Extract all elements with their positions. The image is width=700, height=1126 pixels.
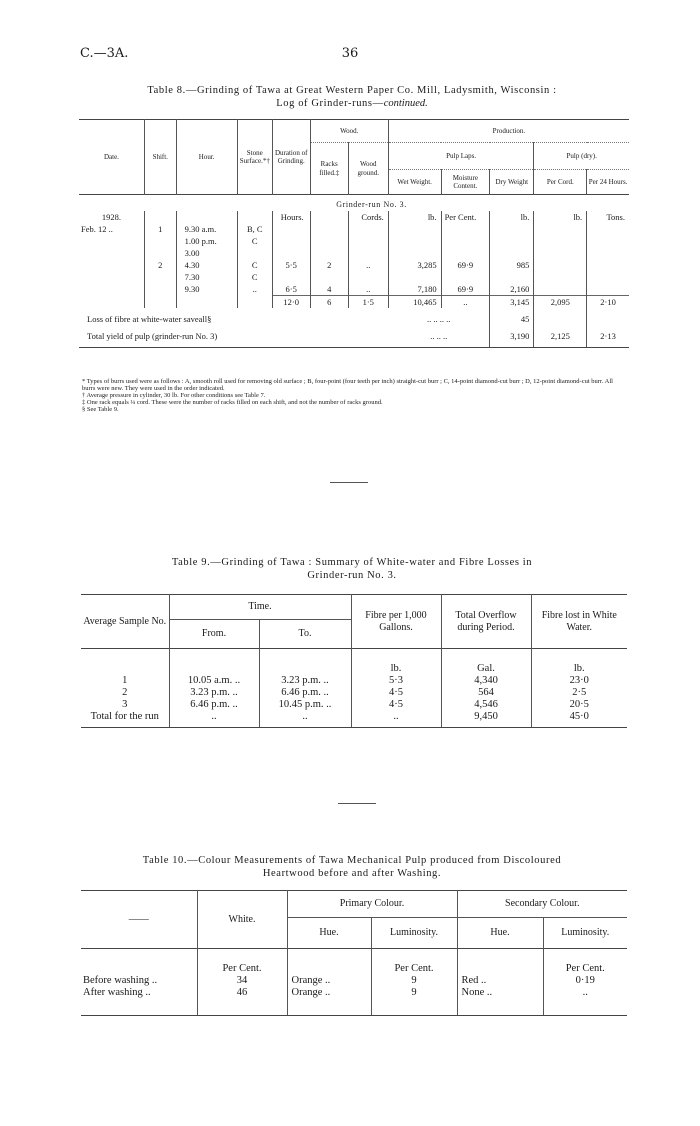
section-divider [330, 482, 368, 483]
cell-wet [388, 235, 441, 247]
cell-per-cord [534, 283, 587, 296]
document-reference: C.—3A. [80, 46, 129, 61]
unit-cords: Cords. [348, 211, 388, 223]
cell-per-cord [534, 247, 587, 259]
cell-overflow: 564 [441, 687, 531, 699]
cell-dry [490, 223, 534, 235]
total-per-cord: 2,095 [534, 296, 587, 309]
loss-label-text: Loss of fibre at white-water saveall§ [87, 314, 212, 324]
cell-racks [310, 211, 348, 223]
run-heading: Grinder-run No. 3. [336, 200, 407, 209]
loss-row [79, 308, 629, 325]
cell-wet [388, 223, 441, 235]
yield-per-24: 2·13 [587, 325, 629, 348]
cell-wood: .. [348, 259, 388, 271]
table8 [79, 119, 629, 348]
cell-wet: 7,180 [388, 283, 441, 296]
cell-per-cord [534, 235, 587, 247]
table10-caption [78, 854, 626, 880]
cell-from: .. [169, 711, 259, 728]
page-number: 36 [341, 46, 359, 61]
cell-hour: 9.30 [176, 283, 237, 296]
unit-tons: Tons. [587, 211, 629, 223]
cell-label: After washing .. [81, 987, 197, 1016]
cell-fibre: 4·5 [351, 687, 441, 699]
cell-luminosity-secondary: .. [543, 987, 627, 1016]
header-duration: Duration of Grinding. [272, 120, 310, 195]
table-row [81, 699, 627, 711]
unit-per-cent: Per Cent. [441, 211, 490, 223]
cell-hue-secondary: None .. [457, 987, 543, 1016]
cell-per-cord [534, 223, 587, 235]
cell-from: 6.46 p.m. .. [169, 699, 259, 711]
cell-per-24 [587, 223, 629, 235]
header-time: Time. [169, 595, 351, 620]
yield-label: Total yield of pulp (grinder-run No. 3) [79, 325, 388, 348]
table-row [81, 711, 627, 728]
cell-shift: 1 [144, 223, 176, 235]
cell-moisture [441, 271, 490, 283]
header-blank: —— [128, 913, 149, 925]
cell-lost: 2·5 [531, 687, 627, 699]
cell-date [79, 235, 144, 247]
table8-footnotes [82, 378, 622, 413]
cell-moisture [441, 247, 490, 259]
cell-wet: 3,285 [388, 259, 441, 271]
cell-hue-primary [287, 949, 371, 976]
unit-lb-wet: lb. [388, 211, 441, 223]
cell-date: Feb. 12 .. [81, 224, 113, 234]
cell-shift [144, 296, 176, 309]
loss-per-cord [534, 308, 587, 325]
cell-hour [176, 296, 237, 309]
cell-luminosity-secondary: 0·19 [543, 975, 627, 987]
cell-hour: 3.00 [176, 247, 237, 259]
unit-lost: lb. [531, 649, 627, 676]
cell-overflow: 4,340 [441, 675, 531, 687]
cell-hue-secondary: Red .. [457, 975, 543, 987]
run-heading-spacer [79, 195, 272, 212]
table8-caption-title: Log of Grinder-runs— [276, 98, 384, 109]
cell-dry: 2,160 [490, 283, 534, 296]
table10-caption-line1: Table 10.—Colour Measurements of Tawa Mechanical Pulp produced from Discoloured [142, 855, 562, 866]
table10 [81, 890, 627, 1016]
cell-hour: 7.30 [176, 271, 237, 283]
cell-fibre: .. [351, 711, 441, 728]
cell-per-24 [587, 283, 629, 296]
cell-white: 46 [197, 987, 287, 1016]
table8-caption-continued: continued. [383, 98, 428, 109]
cell-stone: C [237, 259, 272, 271]
total-per-24: 2·10 [587, 296, 629, 309]
cell-dry [490, 271, 534, 283]
cell-racks [310, 271, 348, 283]
yield-row [79, 325, 629, 348]
unit-fibre: lb. [351, 649, 441, 676]
header-stone-surface: Stone Surface.*† [237, 120, 272, 195]
cell-overflow: 4,546 [441, 699, 531, 711]
table9 [81, 594, 627, 728]
cell-racks: 4 [310, 283, 348, 296]
cell-lost: 20·5 [531, 699, 627, 711]
header-racks-filled: Racks filled.‡ [310, 143, 348, 195]
cell-stone [237, 211, 272, 223]
cell-from: 3.23 p.m. .. [169, 687, 259, 699]
cell-wood [348, 223, 388, 235]
header-hour: Hour. [176, 120, 237, 195]
table8-caption-line2 [78, 97, 626, 110]
header-wood: Wood. [310, 120, 388, 143]
cell-duration [272, 247, 310, 259]
table-row [81, 975, 627, 987]
header-per-24-hours: Per 24 Hours. [587, 170, 629, 195]
total-dry: 3,145 [490, 296, 534, 309]
loss-dry: 45 [490, 308, 534, 325]
cell-sample: Total for the run [81, 711, 169, 728]
cell-date [79, 247, 144, 259]
loss-label [79, 308, 388, 325]
unit-lb-per-cord: lb. [534, 211, 587, 223]
cell-stone: .. [237, 283, 272, 296]
cell-date [79, 271, 144, 283]
cell-from [169, 649, 259, 676]
cell-white: 34 [197, 975, 287, 987]
yield-dots: .. .. .. [388, 325, 489, 348]
cell-hour [176, 211, 237, 223]
header-pulp-laps: Pulp Laps. [388, 143, 534, 170]
cell-dry [490, 247, 534, 259]
header-fibre: Fibre per 1,000 Gallons. [351, 595, 441, 649]
cell-moisture [441, 235, 490, 247]
cell-shift [144, 283, 176, 296]
cell-moisture [441, 223, 490, 235]
header-moisture: Moisture Content. [441, 170, 490, 195]
cell-hue-secondary [457, 949, 543, 976]
cell-label [81, 949, 197, 976]
cell-hour: 1.00 p.m. [176, 235, 237, 247]
cell-wood [348, 247, 388, 259]
cell-overflow: 9,450 [441, 711, 531, 728]
header-production: Production. [388, 120, 629, 143]
cell-luminosity-primary: 9 [371, 975, 457, 987]
unit-hours: Hours. [272, 211, 310, 223]
cell-date [79, 283, 144, 296]
header-secondary-colour: Secondary Colour. [457, 891, 627, 918]
loss-per-24 [587, 308, 629, 325]
cell-racks: 2 [310, 259, 348, 271]
table9-caption-line2: Grinder-run No. 3. [307, 570, 397, 581]
cell-duration [272, 223, 310, 235]
cell-stone [237, 296, 272, 309]
header-hue-primary: Hue. [287, 918, 371, 949]
header-dry-weight: Dry Weight [490, 170, 534, 195]
cell-per-cord [534, 271, 587, 283]
page-header [80, 46, 620, 62]
cell-duration: 5·5 [272, 259, 310, 271]
header-luminosity-primary: Luminosity. [371, 918, 457, 949]
cell-shift [144, 247, 176, 259]
cell-per-24 [587, 235, 629, 247]
total-moisture: .. [441, 296, 490, 309]
section-divider [338, 803, 376, 804]
footnote: § See Table 9. [82, 406, 119, 413]
cell-moisture: 69·9 [441, 283, 490, 296]
cell-from: 10.05 a.m. .. [169, 675, 259, 687]
cell-sample [81, 649, 169, 676]
total-row [79, 296, 629, 309]
cell-stone: C [237, 235, 272, 247]
cell-wood: .. [348, 283, 388, 296]
cell-hue-primary: Orange .. [287, 987, 371, 1016]
cell-per-cord [534, 259, 587, 271]
cell-stone: B, C [237, 223, 272, 235]
yield-per-cord: 2,125 [534, 325, 587, 348]
table10-caption-line2: Heartwood before and after Washing. [262, 868, 442, 879]
cell-racks [310, 247, 348, 259]
total-duration: 12·0 [272, 296, 310, 309]
cell-luminosity-primary: 9 [371, 987, 457, 1016]
cell-duration: 6·5 [272, 283, 310, 296]
yield-dry: 3,190 [490, 325, 534, 348]
table-row [81, 687, 627, 699]
cell-sample: 3 [122, 699, 128, 710]
cell-wet [388, 271, 441, 283]
cell-sample: 2 [122, 687, 128, 698]
header-overflow: Total Overflow during Period. [441, 595, 531, 649]
unit-white: Per Cent. [197, 949, 287, 976]
header-sample-no: Average Sample No. [83, 615, 167, 627]
header-pulp-dry: Pulp (dry). [534, 143, 629, 170]
cell-lost: 45·0 [531, 711, 627, 728]
cell-wood [348, 271, 388, 283]
cell-shift [144, 271, 176, 283]
header-luminosity-secondary: Luminosity. [543, 918, 627, 949]
cell-to [259, 649, 351, 676]
cell-per-24 [587, 271, 629, 283]
cell-date [79, 259, 144, 271]
cell-hour: 4.30 [176, 259, 237, 271]
header-per-cord: Per Cord. [534, 170, 587, 195]
table8-caption-line1: Table 8.—Grinding of Tawa at Great Western Paper Co. Mill, Ladysmith, Wisconsin : [147, 85, 557, 96]
loss-dots: .. .. .. .. [427, 314, 451, 324]
cell-shift [144, 211, 176, 223]
header-to: To. [259, 620, 351, 649]
cell-shift [144, 235, 176, 247]
header-fibre-lost: Fibre lost in White Water. [531, 595, 627, 649]
unit-luminosity-primary: Per Cent. [371, 949, 457, 976]
cell-to: .. [259, 711, 351, 728]
header-white: White. [197, 891, 287, 949]
cell-moisture: 69·9 [441, 259, 490, 271]
cell-date [79, 296, 144, 309]
unit-luminosity-secondary: Per Cent. [543, 949, 627, 976]
table-row [81, 987, 627, 1016]
footnote: ‡ One rack equals ¼ cord. These were the number of racks filled on each shift, and not the number of racks ground. [82, 399, 383, 406]
cell-per-24 [587, 259, 629, 271]
total-racks: 6 [310, 296, 348, 309]
cell-duration [272, 235, 310, 247]
table9-caption-line1: Table 9.—Grinding of Tawa : Summary of White-water and Fibre Losses in [171, 557, 533, 568]
cell-to: 6.46 p.m. .. [259, 687, 351, 699]
cell-date: 1928. [101, 212, 122, 222]
header-hue-secondary: Hue. [457, 918, 543, 949]
cell-hue-primary: Orange .. [287, 975, 371, 987]
total-wet: 10,465 [388, 296, 441, 309]
cell-per-24 [587, 247, 629, 259]
table-row [81, 675, 627, 687]
cell-label: Before washing .. [83, 975, 158, 986]
cell-dry [490, 235, 534, 247]
cell-racks [310, 223, 348, 235]
cell-dry: 985 [490, 259, 534, 271]
unit-overflow: Gal. [441, 649, 531, 676]
cell-fibre: 5·3 [351, 675, 441, 687]
total-wood: 1·5 [348, 296, 388, 309]
footnote: * Types of burrs used were as follows : A, smooth roll used for removing old surface ; B, four-point (four teeth per inch) straight-cut burr ; C, 14-point diamond-cut burr ; D, 12-point diamond-cut burr. All burrs were new. They were used in the order indicated. [82, 378, 613, 392]
cell-shift: 2 [144, 259, 176, 271]
cell-wood [348, 235, 388, 247]
cell-lost: 23·0 [531, 675, 627, 687]
cell-stone: C [237, 271, 272, 283]
header-date: Date. [103, 152, 119, 161]
footnote: † Average pressure in cylinder, 30 lb. For other conditions see Table 7. [82, 392, 266, 399]
cell-wet [388, 247, 441, 259]
cell-hour: 9.30 a.m. [176, 223, 237, 235]
cell-racks [310, 235, 348, 247]
table8-caption [78, 84, 626, 110]
header-primary-colour: Primary Colour. [287, 891, 457, 918]
cell-to: 3.23 p.m. .. [259, 675, 351, 687]
header-shift: Shift. [144, 120, 176, 195]
header-from: From. [169, 620, 259, 649]
cell-duration [272, 271, 310, 283]
cell-stone [237, 247, 272, 259]
header-wet-weight: Wet Weight. [388, 170, 441, 195]
cell-fibre: 4·5 [351, 699, 441, 711]
cell-to: 10.45 p.m. .. [259, 699, 351, 711]
header-wood-ground: Wood ground. [348, 143, 388, 195]
table9-caption [78, 556, 626, 582]
unit-lb-dry: lb. [490, 211, 534, 223]
cell-sample: 1 [122, 675, 128, 686]
